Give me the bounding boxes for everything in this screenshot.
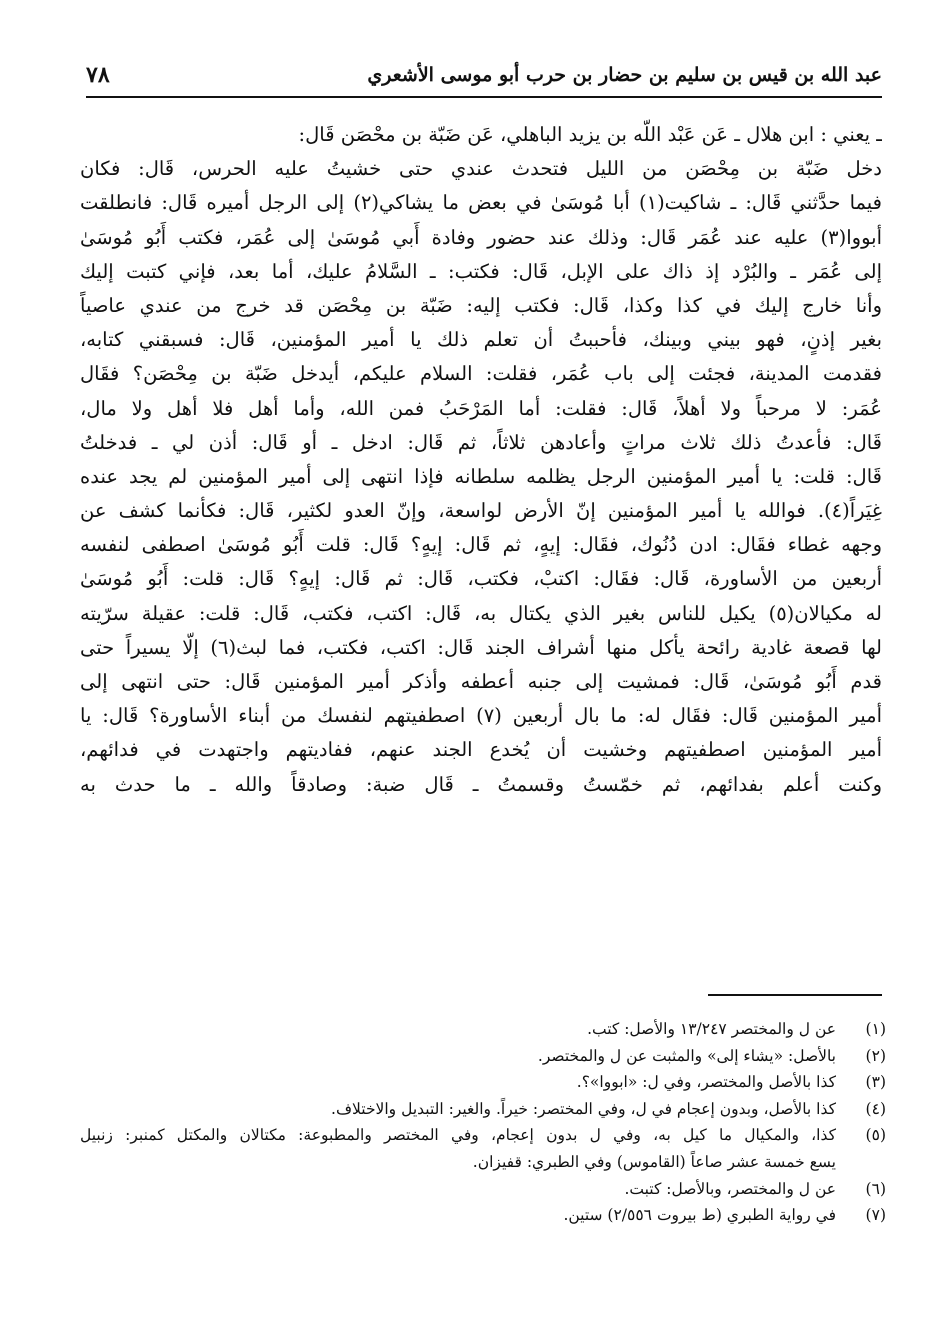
text-line: وكنت أعلم بفدائهم، ثم خمّستُ وقسمتُ ـ قَال ضبة: وصادقاً والله ـ ما حدث به (80, 772, 882, 796)
footnote (80, 1096, 886, 1123)
text-line: أبووا(٣) عليه عند عُمَر قَال: وذلك عند حضور وفادة أَبي مُوسَىٰ إلى عُمَر، فكتب أَبُو مُوسَىٰ (80, 225, 882, 249)
text-line: قدم أَبُو مُوسَىٰ، قَال: فمشيت إلى جنبه أعطفه وأذكر أمير المؤمنين قَال: حتى انتهى إلى (80, 670, 882, 693)
footnote-line: بالأصل: «يشاء إلى» والمثبت عن ل والمختصر. (537, 1046, 836, 1065)
footnote-text (80, 1176, 836, 1203)
text-line: قَال: فأعدتُ ذلك ثلاث مراتٍ وأعادهن ثلاثاً، ثم قَال: ادخل ـ أو قَال: أذن لي ـ فدخلتُ (80, 430, 882, 454)
footnote-separator (708, 994, 882, 996)
footnote (80, 1069, 886, 1096)
text-line: وجهه غطاء فقَال: ادن دُنُوك، فقَال: إيهٍ، ثم قَال: إيهٍ؟ قَال: قلت أَبُو مُوسَىٰ اصطفى لنفسه (80, 533, 882, 557)
footnote-line: كذا بالأصل، وبدون إعجام في ل، وفي المختصر: خيراً. والغير: التبديل والاختلاف. (331, 1099, 836, 1118)
text-line: فقدمت المدينة، فجئت إلى باب عُمَر، فقلت: السلام عليكم، أيدخل ضَبّة بن مِحْصَن؟ فقَال (80, 362, 882, 386)
page-header (86, 60, 882, 98)
footnote-line: عن ل والمختصر، وبالأصل: كتبت. (624, 1179, 836, 1198)
footnote-line: كذا، والمكيال ما كيل به، وفي ل بدون إعجام، وفي المختصر والمطبوعة: مكتالان والمكتل كمنبر: زنبيل (80, 1126, 836, 1145)
footnote (80, 1043, 886, 1070)
text-line: أمير المؤمنين قَال: فقَال له: ما بال أربعين (٧) اصطفيتهم لنفسك من أبناء الأساورة؟ قَال: يا (80, 704, 882, 728)
footnote-line: عن ل والمختصر ١٣/٢٤٧ والأصل: كتب. (587, 1020, 836, 1038)
footnote-number: (٤) (865, 1099, 886, 1118)
footnote-text (80, 1202, 836, 1229)
text-line: له مكيالان(٥) يكيل للناس بغير الذي يكتال به، قَال: اكتب، فكتب، قَال: قلت: عقيلة سرّيته (80, 601, 882, 625)
footnote (80, 1176, 886, 1203)
text-line: لها قصعة غادية رائحة يأكل منها أشراف الجند قَال: اكتب، فكتب، فما لبث(٦) إلّا يسيراً حتى (80, 635, 882, 659)
text-line: أمير المؤمنين اصطفيتهم وخشيت أن يُخدع الجند عنهم، ففاديتهم واجتهدت في فدائهم، (80, 738, 882, 762)
footnote-number: (٦) (865, 1179, 886, 1198)
footnote-line: في رواية الطبري (ط بيروت ٢/٥٥٦) ستين. (563, 1206, 836, 1225)
footnote (80, 1016, 886, 1043)
footnote-line: يسع خمسة عشر صاعاً (القاموس) وفي الطبري: قفيزان. (472, 1152, 836, 1171)
footnote-text (80, 1043, 836, 1070)
page-number: ٧٨ (86, 62, 110, 88)
text-line: إلى عُمَر ـ والبُرْد إذ ذاك على الإبل، قَال: فكتب: ـ السَّلامُ عليك، أما بعد، فإني كتبت إليك (80, 259, 882, 283)
running-title: عبد الله بن قيس بن سليم بن حضار بن حرب أبو موسى الأشعري (367, 64, 882, 86)
footnote (80, 1202, 886, 1229)
footnote-text (80, 1069, 836, 1096)
footnote-number: (٥) (865, 1126, 886, 1145)
text-line: عُمَر: لا مرحباً ولا أهلاً، قَال: فقلت: أما المَرْحَبُ فمن الله، وأما أهل فلا أهل ولا مال، (80, 396, 882, 420)
text-line: غِيَراً(٤). فوالله يا أمير المؤمنين إنّ الأرض لواسعة، وإنّ العدو لكثير، قَال: فكأنما كشف عن (80, 499, 882, 523)
text-line: فيما حدَّثني قَال: ـ شاكيت(١) أبا مُوسَىٰ في بعض ما يشاكي(٢) إلى الرجل أميره قَال: فانطلقت (80, 191, 882, 215)
text-line: وأنا خارج إليك في كذا وكذا، قَال: فكتب إليه: ضَبّة بن مِحْصَن قد خرج من عندي عاصياً (80, 293, 882, 317)
footnote-number: (١) (865, 1020, 886, 1038)
footnote-text (80, 1122, 836, 1175)
footnote-line: كذا بالأصل والمختصر، وفي ل: «ابووا»؟. (576, 1073, 836, 1092)
text-line: أربعين من الأساورة، قَال: فقَال: اكتبْ، فكتب، قَال: ثم قَال: إيهٍ؟ قَال: قلت: أَبُو مُوسَىٰ (80, 567, 882, 591)
footnote (80, 1122, 886, 1175)
footnote-number: (٣) (865, 1073, 886, 1092)
text-line: ـ يعني : ابن هلال ـ عَن عَبْد اللّه بن يزيد الباهلي، عَن ضَبّة بن محْصَن قَال: (298, 123, 882, 146)
footnote-text (80, 1096, 836, 1123)
footnotes (80, 1016, 886, 1229)
text-line: دخل ضَبّة بن مِحْصَن من الليل فتحدث عندي حتى خشيتُ عليه الحرس، قَال: فكان (80, 157, 882, 181)
main-text (80, 118, 882, 802)
footnote-number: (٧) (865, 1206, 886, 1225)
text-line: قَال: قلت: يا أمير المؤمنين الرجل يظلمه سلطانه فإذا انتهى إلى أمير المؤمنين لم يجد عنده (80, 464, 882, 488)
footnote-number: (٢) (865, 1046, 886, 1065)
footnote-text (80, 1016, 836, 1043)
text-line: بغير إذنٍ، فهو بيني وبينك، فأحببتُ أن تعلم ذلك يا أمير المؤمنين، قَال: فسبقني كتابه، (80, 328, 882, 352)
